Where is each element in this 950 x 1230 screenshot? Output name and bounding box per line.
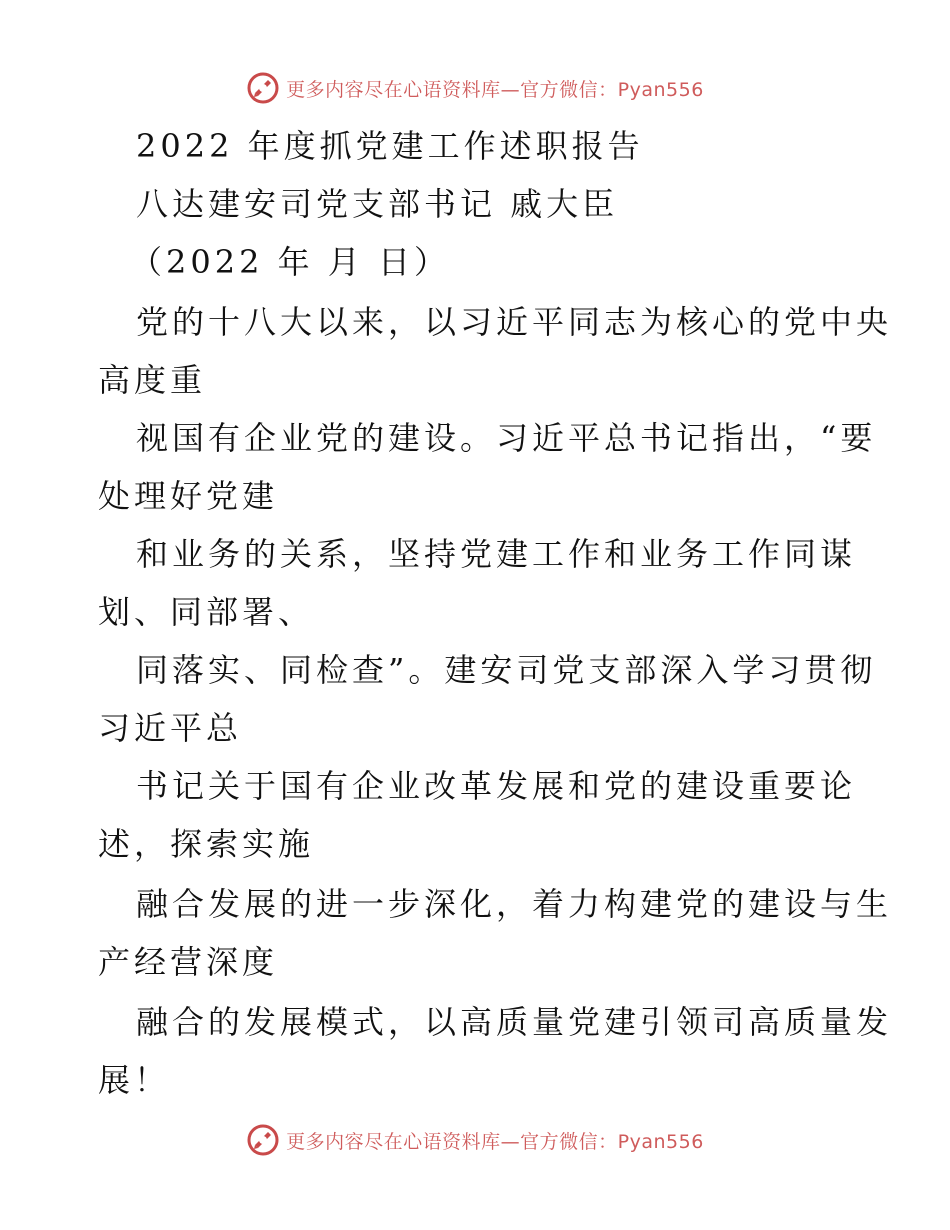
body-line: 融合的发展模式，以高质量党建引领司高质量发 xyxy=(136,1003,893,1041)
body-line: 展！ xyxy=(98,1061,171,1099)
body-line: 同落实、同检查”。建安司党支部深入学习贯彻 xyxy=(136,651,877,689)
header-watermark-banner xyxy=(0,66,950,110)
watermark-text: 更多内容尽在心语资料库—官方微信：Pyan556 xyxy=(286,78,704,101)
document-title: 2022 年度抓党建工作述职报告 xyxy=(136,127,644,165)
footer-watermark-banner xyxy=(0,1118,950,1162)
body-line: 书记关于国有企业改革发展和党的建设重要论 xyxy=(136,767,857,805)
body-line: 党的十八大以来，以习近平同志为核心的党中央 xyxy=(136,303,893,341)
body-line: 高度重 xyxy=(98,361,207,399)
body-line: 视国有企业党的建设。习近平总书记指出，“要 xyxy=(136,419,877,457)
seal-logo-icon xyxy=(246,71,280,105)
body-line: 产经营深度 xyxy=(98,943,279,981)
body-line: 和业务的关系，坚持党建工作和业务工作同谋 xyxy=(136,535,857,573)
document-author: 八达建安司党支部书记 戚大臣 xyxy=(136,185,619,223)
watermark-text: 更多内容尽在心语资料库—官方微信：Pyan556 xyxy=(286,1130,704,1153)
body-line: 处理好党建 xyxy=(98,477,279,515)
body-line: 习近平总 xyxy=(98,709,243,747)
body-line: 划、同部署、 xyxy=(98,593,315,631)
body-line: 述，探索实施 xyxy=(98,825,315,863)
document-date: （2022 年 月 日） xyxy=(130,243,450,281)
seal-logo-icon xyxy=(246,1123,280,1157)
body-line: 融合发展的进一步深化，着力构建党的建设与生 xyxy=(136,885,893,923)
